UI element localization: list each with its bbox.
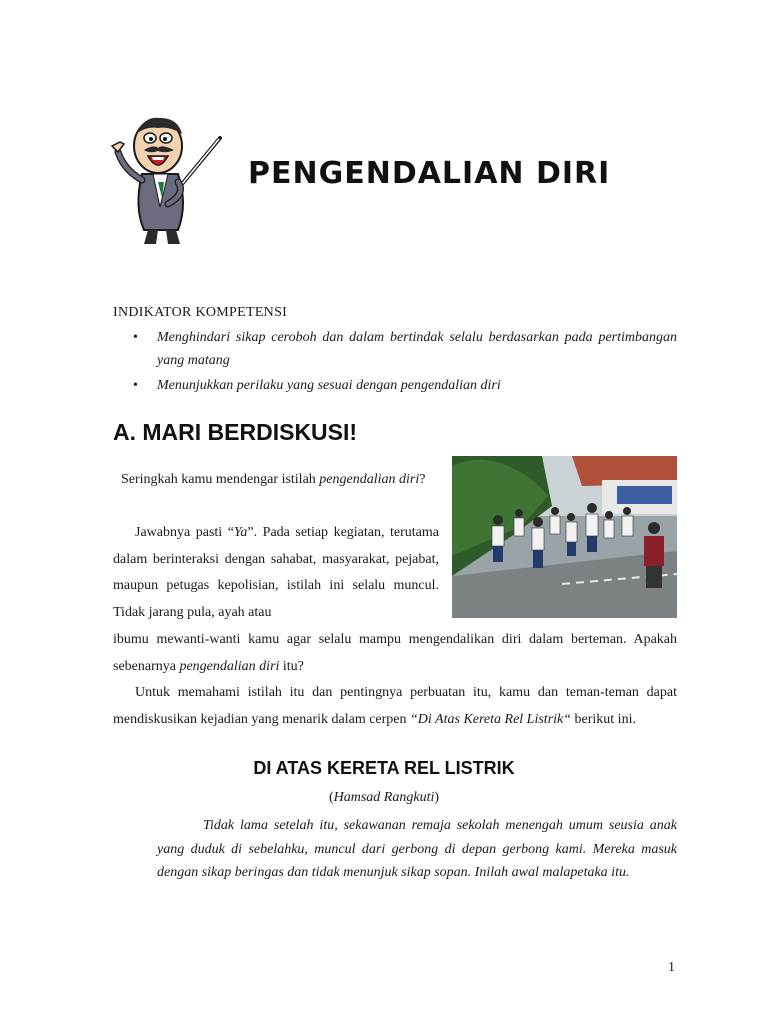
indicator-heading: INDIKATOR KOMPETENSI bbox=[113, 305, 288, 320]
paragraph-answer: Jawabnya pasti “Ya”. Pada setiap kegiatan, terutama dalam berinteraksi dengan sahabat, masyarakat, pejabat, maupun petugas kepolisian, istilah ini selalu muncul. Tidak jarang pula, ayah atau bbox=[113, 525, 439, 620]
story-excerpt: Tidak lama setelah itu, sekawanan remaja sekolah menengah umum seusia anak yang duduk di sebelahku, muncul dari gerbong di depan gerbong kami. Mereka masuk dengan sikap beringas dan tidak menunjuk sikap sopan. Inilah awal malapetaka itu. bbox=[157, 818, 677, 880]
students-running-photo bbox=[452, 456, 677, 618]
section-a-heading: A. MARI BERDISKUSI! bbox=[113, 419, 358, 445]
page-title: PENGENDALIAN DIRI bbox=[248, 156, 611, 191]
cartoon-mascot-illustration bbox=[108, 112, 228, 247]
indicator-list bbox=[113, 326, 677, 399]
paragraph-intro: Seringkah kamu mendengar istilah pengendalian diri? bbox=[121, 472, 426, 487]
story-author: (Hamsad Rangkuti) bbox=[328, 790, 440, 805]
paragraph-answer-continued: ibumu mewanti-wanti kamu agar selalu mampu mengendalikan diri dalam berteman. Apakah sebenarnya pengendalian diri itu? bbox=[113, 632, 677, 674]
paragraph-discussion: Untuk memahami istilah itu dan pentingnya perbuatan itu, kamu dan teman-teman dapat mendiskusikan kejadian yang menarik dalam cerpen “Di Atas Kereta Rel Listrik“ berikut ini. bbox=[113, 685, 677, 727]
indicator-item: • Menunjukkan perilaku yang sesuai dengan pengendalian diri bbox=[113, 374, 677, 397]
indicator-item: • Menghindari sikap ceroboh dan dalam bertindak selalu berdasarkan pada pertimbangan yang matang bbox=[113, 326, 677, 372]
story-title: DI ATAS KERETA REL LISTRIK bbox=[253, 758, 515, 778]
page-number: 1 bbox=[668, 960, 675, 975]
